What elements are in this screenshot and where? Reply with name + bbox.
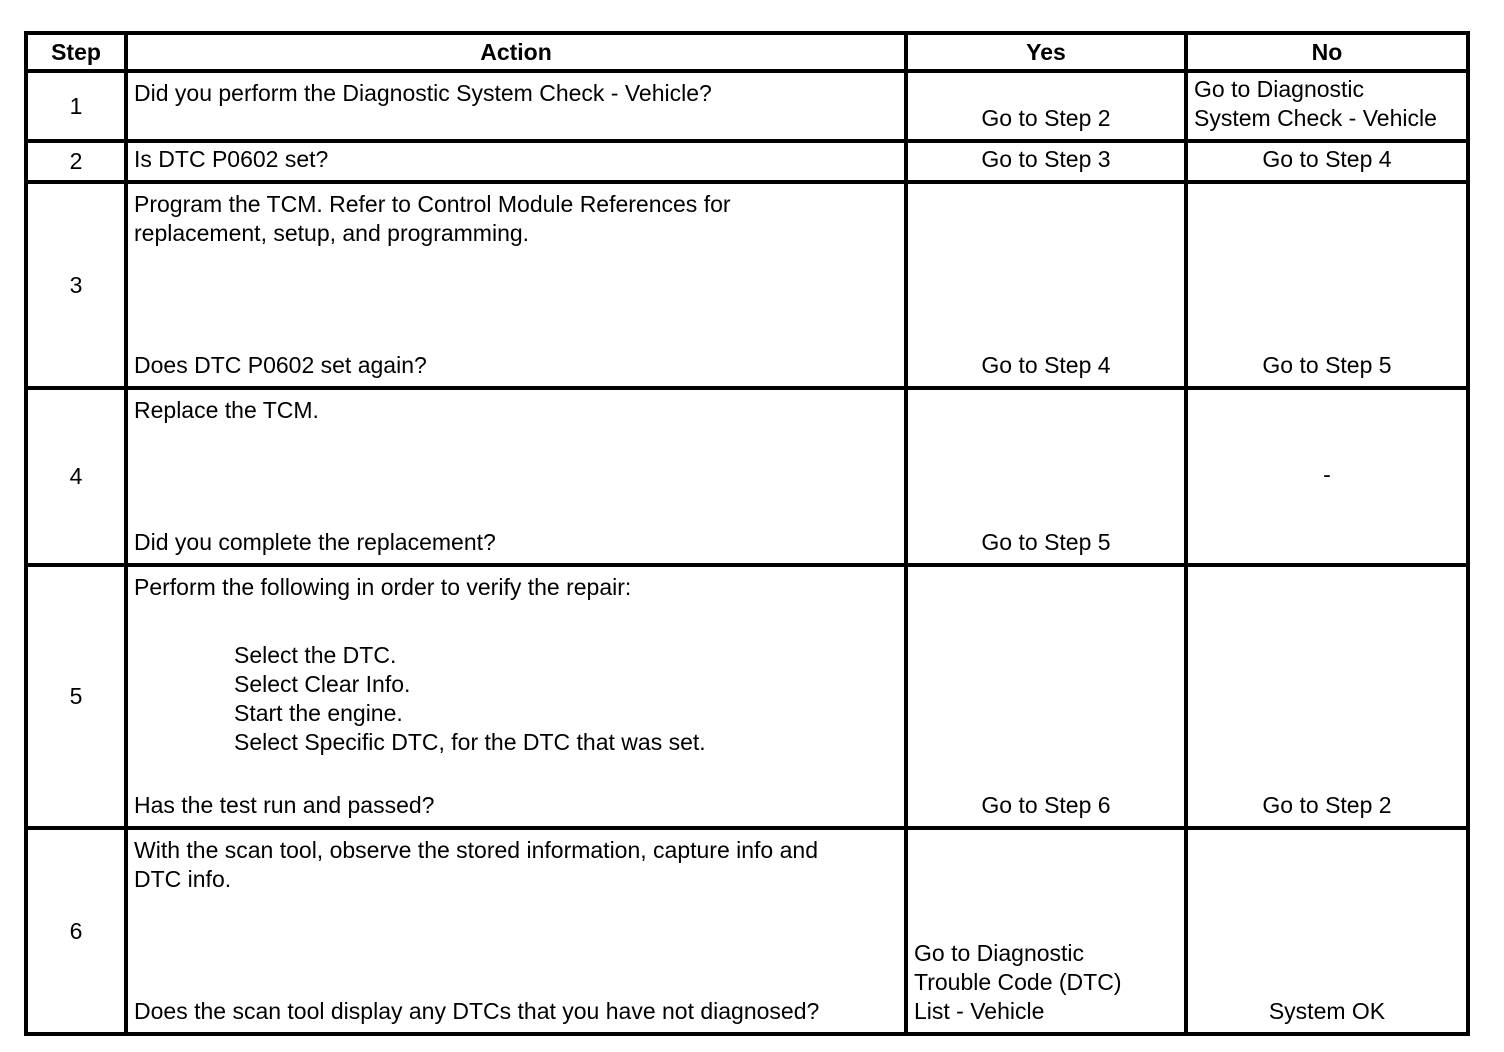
header-action: Action: [126, 33, 906, 71]
action-cell: [126, 388, 906, 565]
action-text: With the scan tool, observe the stored information, capture info and DTC info.: [134, 837, 818, 892]
no-link[interactable]: Go to Step 4: [1262, 146, 1392, 172]
yes-link[interactable]: Go to Step 4: [981, 352, 1111, 378]
table-row: [26, 388, 1468, 565]
action-cell: [126, 828, 906, 1034]
action-text: Perform the following in order to verify the repair:: [134, 574, 632, 600]
sub-step: Start the engine.: [234, 700, 403, 726]
step-number: 6: [26, 828, 126, 1034]
no-cell: [1186, 828, 1468, 1034]
action-cell: [126, 565, 906, 828]
yes-cell: [906, 565, 1186, 828]
diagnostic-table: [24, 31, 1470, 1036]
yes-link[interactable]: Go to Diagnostic Trouble Code (DTC) List - Vehicle: [914, 940, 1122, 1024]
no-link[interactable]: Go to Step 2: [1262, 792, 1392, 818]
yes-link[interactable]: Go to Step 2: [981, 105, 1111, 131]
sub-step: Select Specific DTC, for the DTC that was set.: [234, 729, 706, 755]
header-no: No: [1186, 33, 1468, 71]
step-number: 2: [26, 141, 126, 182]
sub-step: Select the DTC.: [234, 642, 397, 668]
yes-cell: [906, 388, 1186, 565]
action-text: Replace the TCM.: [134, 397, 319, 423]
header-row: [26, 33, 1468, 71]
table-row: [26, 565, 1468, 828]
yes-link[interactable]: Go to Step 6: [981, 792, 1111, 818]
table-row: [26, 828, 1468, 1034]
no-link[interactable]: Go to Step 5: [1262, 352, 1392, 378]
step-number: 1: [26, 71, 126, 141]
no-cell: [1186, 388, 1468, 565]
no-cell: [1186, 565, 1468, 828]
action-text: Program the TCM. Refer to Control Module References for replacement, setup, and programming.: [134, 191, 731, 246]
yes-cell: [906, 71, 1186, 141]
action-question: Did you complete the replacement?: [134, 529, 496, 555]
no-cell: [1186, 141, 1468, 182]
no-cell: [1186, 182, 1468, 388]
no-value: -: [1323, 461, 1331, 487]
step-number: 5: [26, 565, 126, 828]
action-cell: [126, 71, 906, 141]
yes-cell: [906, 141, 1186, 182]
action-text: Did you perform the Diagnostic System Check - Vehicle?: [134, 80, 712, 106]
sub-step-list: [234, 641, 706, 757]
sub-step: Select Clear Info.: [234, 671, 411, 697]
no-link[interactable]: Go to Diagnostic System Check - Vehicle: [1194, 76, 1437, 131]
action-text: Is DTC P0602 set?: [134, 146, 329, 172]
action-question: Does the scan tool display any DTCs that you have not diagnosed?: [134, 998, 820, 1024]
no-cell: [1186, 71, 1468, 141]
action-question: Has the test run and passed?: [134, 792, 435, 818]
no-value: System OK: [1268, 998, 1386, 1024]
table-row: [26, 71, 1468, 141]
table-row: [26, 182, 1468, 388]
step-number: 4: [26, 388, 126, 565]
table-row: [26, 141, 1468, 182]
yes-link[interactable]: Go to Step 5: [981, 529, 1111, 555]
yes-cell: [906, 182, 1186, 388]
yes-link[interactable]: Go to Step 3: [981, 146, 1111, 172]
header-yes: Yes: [906, 33, 1186, 71]
action-question: Does DTC P0602 set again?: [134, 352, 427, 378]
header-step: Step: [26, 33, 126, 71]
yes-cell: [906, 828, 1186, 1034]
action-cell: [126, 182, 906, 388]
step-number: 3: [26, 182, 126, 388]
action-cell: [126, 141, 906, 182]
